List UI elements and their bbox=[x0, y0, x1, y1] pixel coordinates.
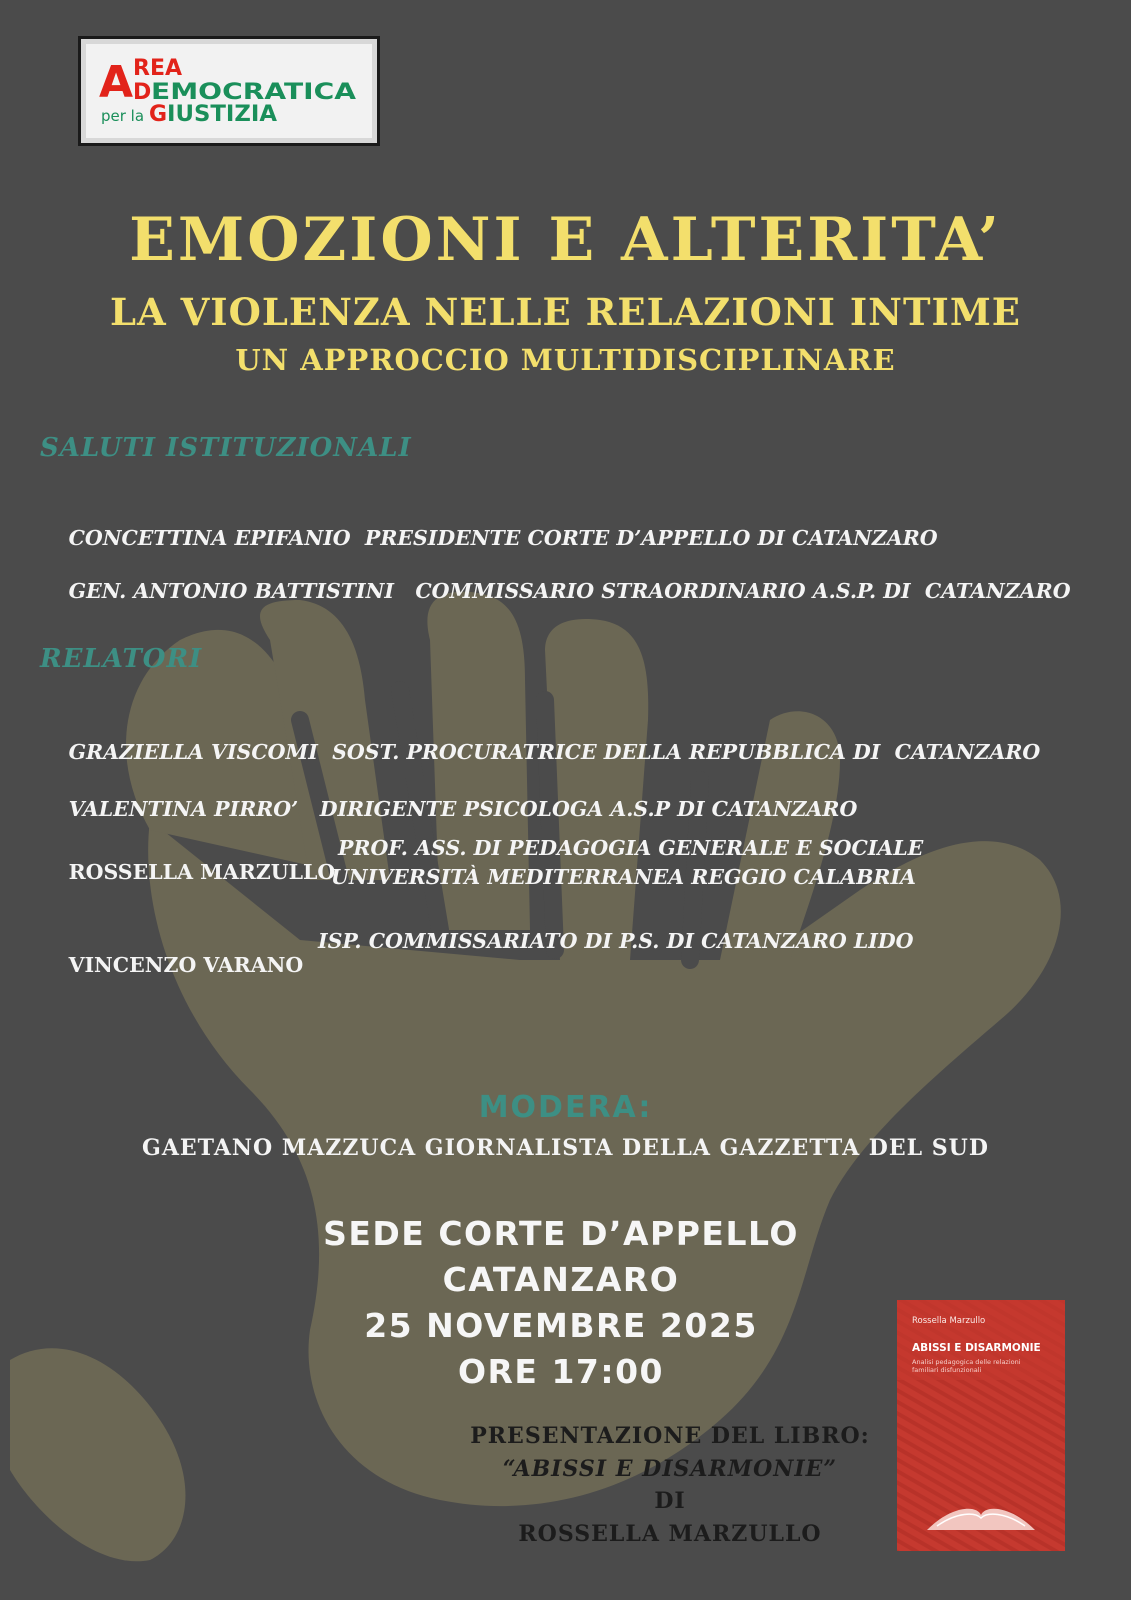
speaker-role: DIRIGENTE PSICOLOGA A.S.P DI CATANZARO bbox=[319, 797, 858, 821]
event-date: 25 NOVEMBRE 2025 bbox=[364, 1306, 758, 1345]
moderator-line: GAETANO MAZZUCA GIORNALISTA DELLA GAZZETTA DEL SUD bbox=[142, 1135, 989, 1161]
book-cover-artwork bbox=[897, 1300, 1065, 1551]
speakers-heading: RELATORI bbox=[40, 644, 203, 674]
speaker-name: ROSSELLA MARZULLO bbox=[68, 860, 336, 884]
logo-rest-democratica: EMOCRATICA bbox=[151, 80, 356, 105]
speaker-role-affiliation: UNIVERSITÀ MEDITERRANEA REGGIO CALABRIA bbox=[331, 865, 916, 889]
event-title: EMOZIONI E ALTERITA’ bbox=[129, 205, 1002, 275]
greeting-role: PRESIDENTE CORTE D’APPELLO DI CATANZARO bbox=[364, 526, 938, 550]
book-cover-title: ABISSI E DISARMONIE bbox=[912, 1342, 1041, 1354]
speaker-role: ISP. COMMISSARIATO DI P.S. DI CATANZARO LIDO bbox=[318, 929, 914, 953]
moderator-heading: MODERA: bbox=[478, 1090, 653, 1125]
book-cover-author: Rossella Marzullo bbox=[912, 1316, 986, 1326]
speaker-item bbox=[40, 773, 857, 845]
book-presentation-label: PRESENTAZIONE DEL LIBRO: bbox=[470, 1423, 870, 1449]
book-cover-image bbox=[897, 1300, 1065, 1551]
speaker-name: VINCENZO VARANO bbox=[68, 953, 304, 977]
event-time: ORE 17:00 bbox=[457, 1352, 665, 1391]
speaker-role: SOST. PROCURATRICE DELLA REPUBBLICA DI CATANZARO bbox=[332, 740, 1041, 764]
logo-graphic bbox=[81, 39, 383, 149]
logo-rest-giustizia: IUSTIZIA bbox=[167, 102, 277, 127]
speaker-item bbox=[40, 836, 335, 908]
logo-rest-area: REA bbox=[133, 56, 182, 81]
book-cover-subtitle: Analisi pedagogica delle relazioni familiari disfunzionali bbox=[912, 1358, 1021, 1374]
greeting-role: COMMISSARIO STRAORDINARIO A.S.P. DI CATANZARO bbox=[415, 579, 1071, 603]
venue-line-1: SEDE CORTE D’APPELLO bbox=[323, 1214, 799, 1253]
organization-logo bbox=[78, 36, 380, 146]
speaker-name: VALENTINA PIRRO’ bbox=[68, 797, 299, 821]
greetings-heading: SALUTI ISTITUZIONALI bbox=[40, 433, 412, 463]
event-subtitle-2: UN APPROCCIO MULTIDISCIPLINARE bbox=[235, 343, 896, 377]
speaker-name: GRAZIELLA VISCOMI bbox=[68, 740, 318, 764]
logo-initial-d: D bbox=[133, 80, 152, 105]
greeting-name: CONCETTINA EPIFANIO bbox=[68, 526, 351, 550]
logo-initial-g: G bbox=[149, 102, 168, 127]
book-by: DI bbox=[654, 1488, 686, 1514]
logo-prefix-per-la: per la bbox=[101, 107, 145, 125]
book-author: ROSSELLA MARZULLO bbox=[518, 1521, 822, 1547]
speaker-role: PROF. ASS. DI PEDAGOGIA GENERALE E SOCIALE bbox=[338, 836, 924, 860]
greeting-name: GEN. ANTONIO BATTISTINI bbox=[68, 579, 394, 603]
speaker-item bbox=[40, 929, 303, 1001]
logo-initial-a: A bbox=[99, 57, 134, 108]
greeting-item bbox=[40, 555, 1071, 627]
event-subtitle: LA VIOLENZA NELLE RELAZIONI INTIME bbox=[110, 290, 1021, 334]
book-title: “ABISSI E DISARMONIE” bbox=[502, 1456, 838, 1482]
venue-line-2: CATANZARO bbox=[442, 1260, 680, 1299]
